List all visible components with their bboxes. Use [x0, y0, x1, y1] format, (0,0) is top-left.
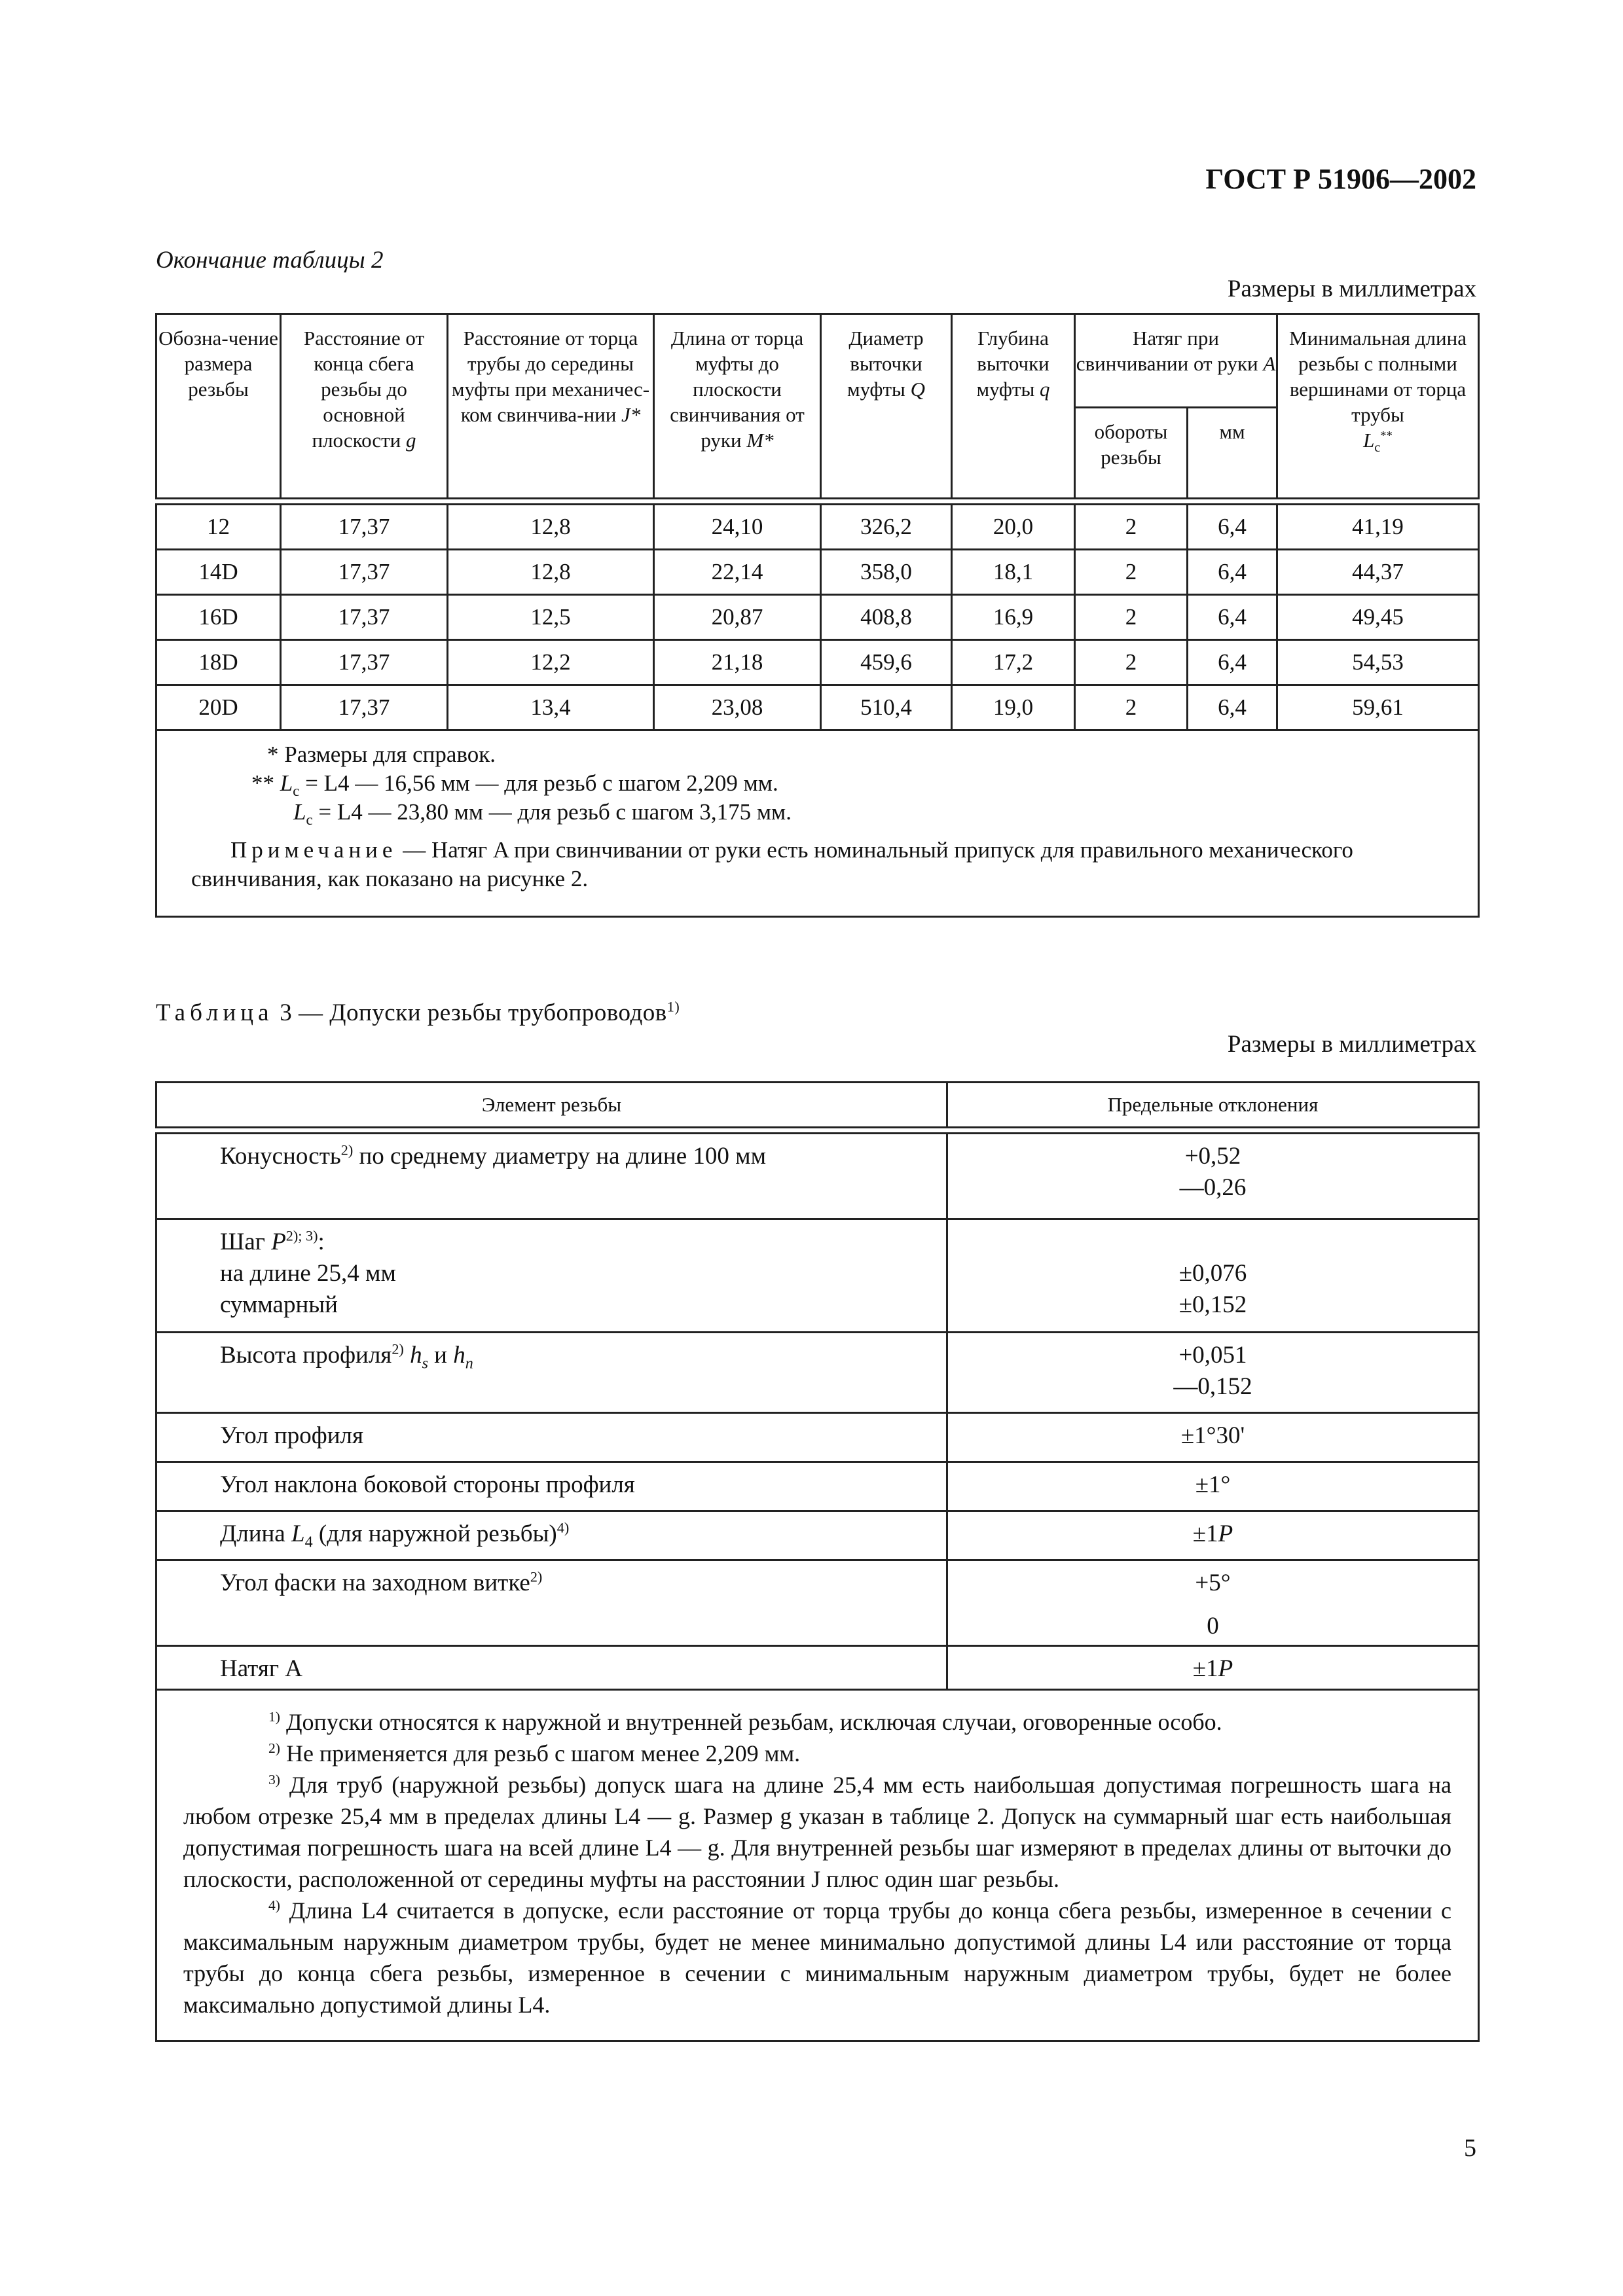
header-g: Расстояние от конца сбега резьбы до основной плоскости g [281, 314, 448, 499]
document-code: ГОСТ Р 51906—2002 [1205, 163, 1476, 195]
header-a-turns: обороты резьбы [1075, 408, 1188, 499]
table3-title: Таблица 3 — Допуски резьбы трубопроводов$^{1)}$ [156, 998, 680, 1026]
table-row: Угол наклона боковой стороны профиля ±1° [156, 1462, 1479, 1511]
header-m: Длина от торца муфты до плоскости свинчивания от руки M* [654, 314, 821, 499]
table3-footnotes [156, 1690, 1479, 2041]
header-q: Глубина выточки муфты q [952, 314, 1075, 499]
header-j: Расстояние от торца трубы до середины муфты при механичес-ком свинчива-нии J* [448, 314, 654, 499]
header-a-mm: мм [1188, 408, 1277, 499]
table-row: Шаг $P^{2); 3)}$: на длине 25,4 мм суммарный ±0,076 ±0,152 [156, 1219, 1479, 1333]
header-deviation: Предельные отклонения [947, 1083, 1479, 1128]
footnote-2: $^{2)}$ Не применяется для резьб с шагом менее 2,209 мм. [268, 1740, 801, 1767]
table-row: 18D 17,37 12,2 21,18 459,6 17,2 2 6,4 54,53 [156, 640, 1479, 685]
table-row: Натяг A ±1P [156, 1646, 1479, 1690]
table-row: Высота профиля$^{2)}$ $h_s$ и $h_n$ +0,051 —0,152 [156, 1333, 1479, 1413]
table-row: 14D 17,37 12,8 22,14 358,0 18,1 2 6,4 44,37 [156, 550, 1479, 595]
note-ref: * Размеры для справок. [267, 742, 496, 767]
note-lc-1: ** $L_c = L4$ — 16,56 мм — для резьб с шагом 2,209 мм. [251, 770, 778, 799]
table3-units: Размеры в миллиметрах [1227, 1031, 1476, 1058]
header-lc: Минимальная длина резьбы с полными вершинами от торца трубы $L_c^{**}$ [1277, 314, 1479, 499]
table-row: Угол фаски на заходном витке$^{2)}$ +5° 0 [156, 1560, 1479, 1646]
footnote-1: $^{1)}$ Допуски относятся к наружной и внутренней резьбам, исключая случаи, оговоренные особо. [268, 1709, 1222, 1735]
table3 [155, 1081, 1480, 2042]
header-element: Элемент резьбы [156, 1083, 947, 1128]
footnote-4: $^{4)}$ Длина L4 считается в допуске, если расстояние от торца трубы до конца сбега резьбы, измеренное в сечении с максимальным наружным диаметром трубы, будет не менее минимально допустимой длины L4 или расстояние от торца трубы до конца сбега резьбы, измеренное в сечении с минимальным наружным диаметром трубы, будет не более максимально допустимой длины L4. [183, 1897, 1452, 2018]
header-q-cap: Диаметр выточки муфты Q [821, 314, 952, 499]
table-row: Длина $L_4$ (для наружной резьбы)$^{4)}$ ±1P [156, 1511, 1479, 1560]
header-designation: Обозна-чение размера резьбы [156, 314, 281, 499]
table-row: 12 17,37 12,8 24,10 326,2 20,0 2 6,4 41,19 [156, 505, 1479, 550]
table2-units: Размеры в миллиметрах [1227, 276, 1476, 302]
table-row: 20D 17,37 13,4 23,08 510,4 19,0 2 6,4 59,61 [156, 685, 1479, 730]
note-lc-2: $L_c = L4$ — 23,80 мм — для резьб с шагом 3,175 мм. [293, 799, 792, 828]
page-number: 5 [1464, 2134, 1476, 2162]
table2 [155, 313, 1480, 918]
table-row: 16D 17,37 12,5 20,87 408,8 16,9 2 6,4 49,45 [156, 595, 1479, 640]
note-text: Примечание — Натяг A при свинчивании от руки есть номинальный припуск для правильного механического свинчивания, как показано на рисунке 2. [191, 837, 1353, 891]
table2-notes [156, 730, 1479, 917]
table2-caption: Окончание таблицы 2 [156, 247, 384, 274]
table-row: Конусность$^{2)}$ по среднему диаметру на длине 100 мм +0,52 —0,26 [156, 1134, 1479, 1219]
footnote-3: $^{3)}$ Для труб (наружной резьбы) допуск шага на длине 25,4 мм есть наибольшая допустимая погрешность шага на любом отрезке 25,4 мм в пределах длины L4 — g. Размер g указан в таблице 2. Допуск на суммарный шаг есть наибольшая допустимая погрешность шага на всей длине L4 — g. Для внутренней резьбы шаг измеряют в пределах длины от выточки до плоскости, расположенной от середины муфты на расстоянии J плюс один шаг резьбы. [183, 1772, 1451, 1892]
header-a: Натяг при свинчивании от руки A [1075, 314, 1277, 408]
table-row: Угол профиля ±1°30' [156, 1413, 1479, 1462]
